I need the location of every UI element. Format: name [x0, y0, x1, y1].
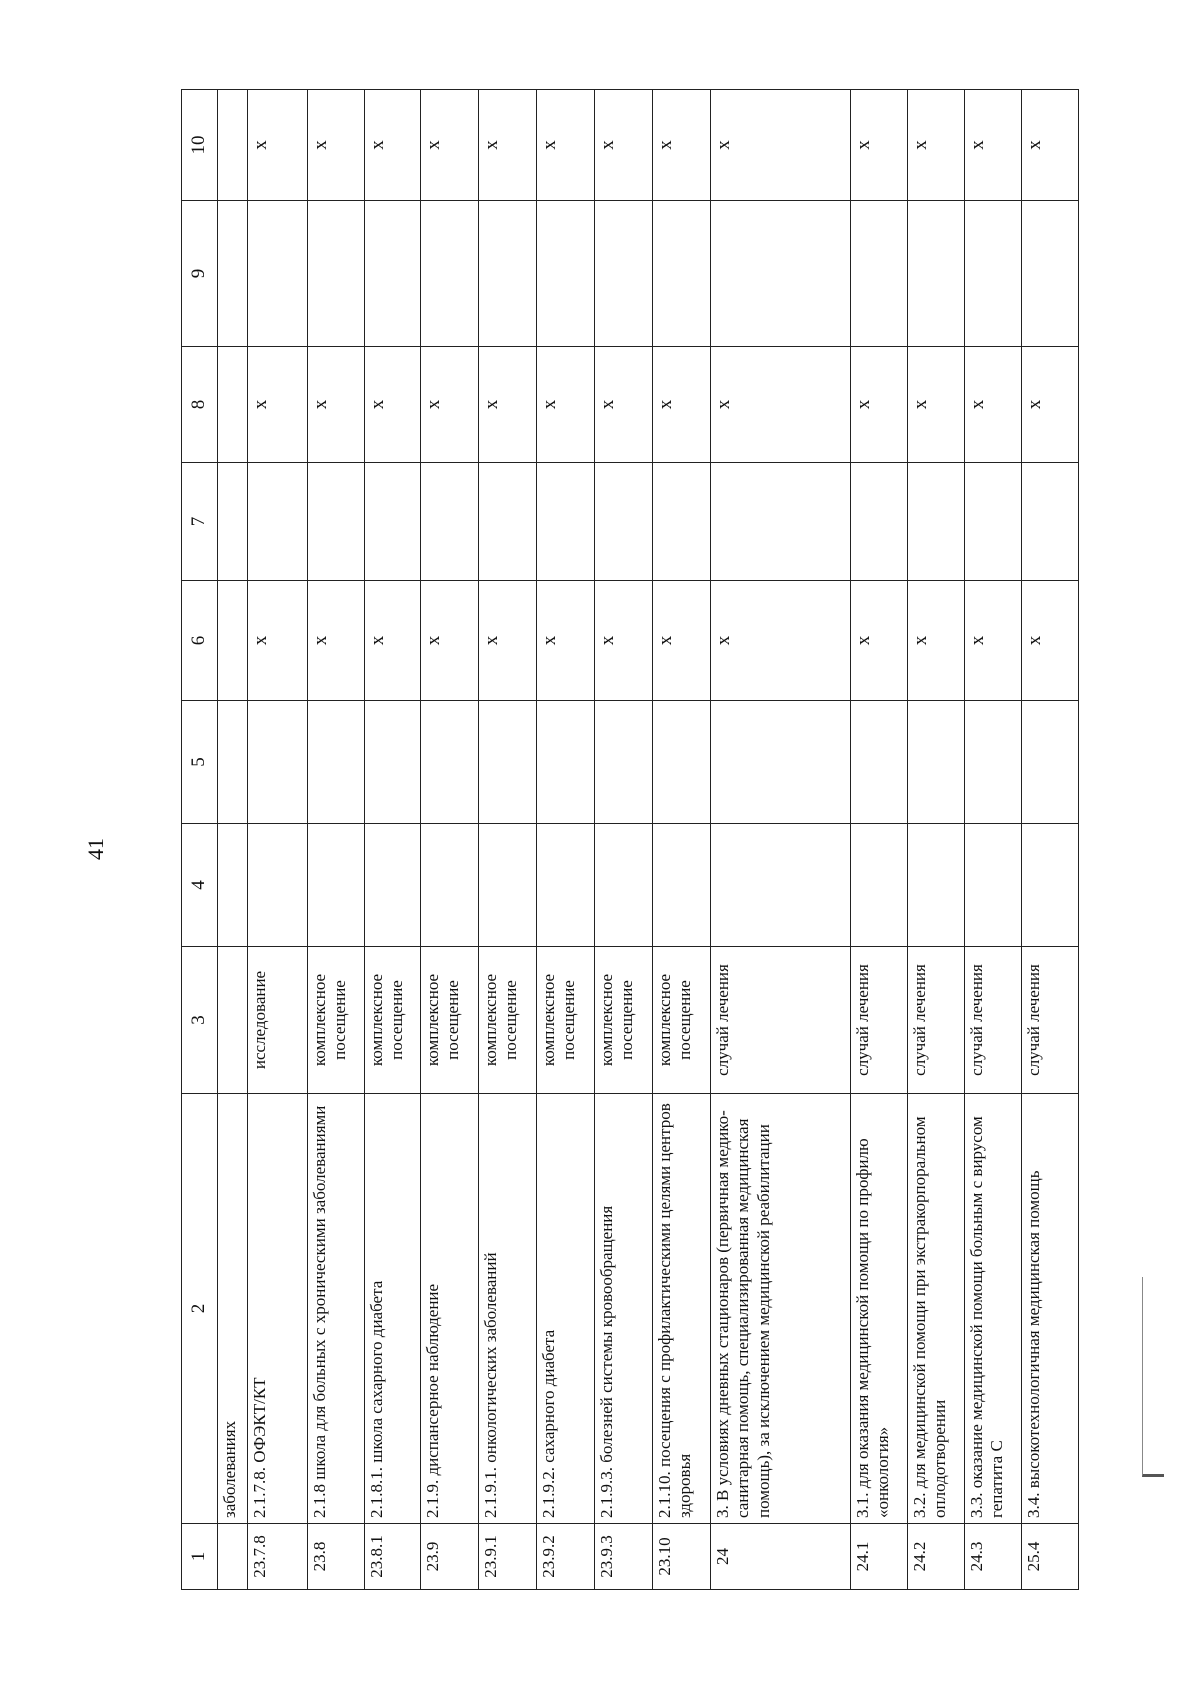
- table-row: [1022, 90, 1079, 1590]
- row-unit: комплексное посещение: [595, 947, 653, 1094]
- row-col6: [218, 581, 248, 701]
- table-header-row: [182, 90, 218, 1590]
- row-col5: [711, 701, 851, 824]
- row-unit: [218, 947, 248, 1094]
- table-row: [537, 90, 595, 1590]
- row-name: 2.1.7.8. ОФЭКТ/КТ: [248, 1094, 308, 1524]
- col-header-2: 2: [182, 1094, 218, 1524]
- row-unit: комплексное посещение: [537, 947, 595, 1094]
- row-col7: [365, 463, 421, 581]
- row-col9: [851, 201, 908, 347]
- row-col4: [308, 824, 365, 947]
- row-col5: [908, 701, 965, 824]
- table-row: [365, 90, 421, 1590]
- row-col4: [851, 824, 908, 947]
- row-col4: [218, 824, 248, 947]
- row-col5: [653, 701, 711, 824]
- row-name: 2.1.9. диспансерное наблюдение: [421, 1094, 479, 1524]
- col-header-5: 5: [182, 701, 218, 824]
- row-col7: [595, 463, 653, 581]
- row-number: 23.10: [653, 1524, 711, 1590]
- row-col4: [965, 824, 1022, 947]
- row-col8: х: [965, 347, 1022, 463]
- row-unit: комплексное посещение: [365, 947, 421, 1094]
- row-col9: [248, 201, 308, 347]
- col-header-9: 9: [182, 201, 218, 347]
- row-col10: х: [365, 90, 421, 201]
- row-name: 3.3. оказание медицинской помощи больным с вирусом гепатита С: [965, 1094, 1022, 1524]
- col-header-4: 4: [182, 824, 218, 947]
- row-name: 2.1.8.1. школа сахарного диабета: [365, 1094, 421, 1524]
- row-name: 2.1.9.3. болезней системы кровообращения: [595, 1094, 653, 1524]
- rotated-table-wrapper: [181, 90, 1081, 1590]
- row-col10: х: [595, 90, 653, 201]
- row-col7: [908, 463, 965, 581]
- row-name: 2.1.9.1. онкологических заболеваний: [479, 1094, 537, 1524]
- row-unit: комплексное посещение: [421, 947, 479, 1094]
- row-col9: [965, 201, 1022, 347]
- row-col8: х: [479, 347, 537, 463]
- row-col8: х: [537, 347, 595, 463]
- row-col5: [218, 701, 248, 824]
- row-number: 23.8: [308, 1524, 365, 1590]
- row-col5: [479, 701, 537, 824]
- row-col6: х: [365, 581, 421, 701]
- row-col9: [653, 201, 711, 347]
- scan-stamp: [1142, 1277, 1164, 1477]
- col-header-8: 8: [182, 347, 218, 463]
- row-number: 23.9.2: [537, 1524, 595, 1590]
- row-number: 23.7.8: [248, 1524, 308, 1590]
- row-name: 2.1.9.2. сахарного диабета: [537, 1094, 595, 1524]
- row-col8: х: [1022, 347, 1079, 463]
- row-col8: х: [421, 347, 479, 463]
- row-col10: х: [421, 90, 479, 201]
- row-number: 24.1: [851, 1524, 908, 1590]
- row-number: 24.3: [965, 1524, 1022, 1590]
- row-col8: х: [711, 347, 851, 463]
- row-col6: х: [908, 581, 965, 701]
- row-col6: х: [479, 581, 537, 701]
- row-unit: комплексное посещение: [308, 947, 365, 1094]
- row-col9: [308, 201, 365, 347]
- page-number: 41: [83, 838, 108, 860]
- row-col9: [218, 201, 248, 347]
- row-col7: [653, 463, 711, 581]
- row-col5: [365, 701, 421, 824]
- row-name: 2.1.8 школа для больных с хроническими заболеваниями: [308, 1094, 365, 1524]
- row-col9: [537, 201, 595, 347]
- row-number: [218, 1524, 248, 1590]
- row-number: 24: [711, 1524, 851, 1590]
- row-col6: х: [851, 581, 908, 701]
- row-col6: х: [653, 581, 711, 701]
- row-name: заболеваниях: [218, 1094, 248, 1524]
- row-col6: х: [1022, 581, 1079, 701]
- row-col5: [595, 701, 653, 824]
- row-col5: [537, 701, 595, 824]
- row-col6: х: [711, 581, 851, 701]
- row-col8: х: [908, 347, 965, 463]
- row-unit: исследование: [248, 947, 308, 1094]
- row-col10: х: [965, 90, 1022, 201]
- row-col10: х: [479, 90, 537, 201]
- table-row: [248, 90, 308, 1590]
- row-col7: [421, 463, 479, 581]
- row-col6: х: [421, 581, 479, 701]
- row-col10: х: [537, 90, 595, 201]
- row-col6: х: [595, 581, 653, 701]
- row-number: 23.9: [421, 1524, 479, 1590]
- col-header-6: 6: [182, 581, 218, 701]
- row-col8: х: [365, 347, 421, 463]
- row-number: 23.9.1: [479, 1524, 537, 1590]
- row-col4: [1022, 824, 1079, 947]
- table-row: [653, 90, 711, 1590]
- table-row: [965, 90, 1022, 1590]
- row-col4: [653, 824, 711, 947]
- row-col4: [248, 824, 308, 947]
- row-col7: [711, 463, 851, 581]
- row-col6: х: [537, 581, 595, 701]
- row-unit: случай лечения: [908, 947, 965, 1094]
- table-row: [711, 90, 851, 1590]
- row-unit: комплексное посещение: [653, 947, 711, 1094]
- table-row: [595, 90, 653, 1590]
- row-col6: х: [308, 581, 365, 701]
- row-col8: х: [595, 347, 653, 463]
- row-col4: [595, 824, 653, 947]
- row-col6: х: [248, 581, 308, 701]
- row-number: 23.8.1: [365, 1524, 421, 1590]
- row-col9: [595, 201, 653, 347]
- row-number: 25.4: [1022, 1524, 1079, 1590]
- row-unit: случай лечения: [1022, 947, 1079, 1094]
- table-row: [851, 90, 908, 1590]
- row-col8: х: [653, 347, 711, 463]
- row-col9: [908, 201, 965, 347]
- row-col7: [248, 463, 308, 581]
- table-row: [421, 90, 479, 1590]
- row-name: 3.4. высокотехнологичная медицинская помощь: [1022, 1094, 1079, 1524]
- row-col9: [479, 201, 537, 347]
- table-row: [479, 90, 537, 1590]
- table-row: [308, 90, 365, 1590]
- row-col5: [248, 701, 308, 824]
- row-unit: случай лечения: [965, 947, 1022, 1094]
- row-col7: [851, 463, 908, 581]
- row-col10: х: [908, 90, 965, 201]
- row-col9: [1022, 201, 1079, 347]
- row-name: 3.1. для оказания медицинской помощи по профилю «онкология»: [851, 1094, 908, 1524]
- row-unit: комплексное посещение: [479, 947, 537, 1094]
- row-col9: [421, 201, 479, 347]
- row-col10: х: [711, 90, 851, 201]
- row-col8: х: [308, 347, 365, 463]
- col-header-3: 3: [182, 947, 218, 1094]
- row-col7: [965, 463, 1022, 581]
- table-body: [218, 90, 1079, 1590]
- data-table: [181, 89, 1079, 1590]
- col-header-10: 10: [182, 90, 218, 201]
- row-col5: [965, 701, 1022, 824]
- row-col8: х: [248, 347, 308, 463]
- row-name: 3. В условиях дневных стационаров (первичная медико-санитарная помощь, специализированная медицинская помощь), за исключением медицинской реабилитации: [711, 1094, 851, 1524]
- row-name: 2.1.10. посещения с профилактическими целями центров здоровья: [653, 1094, 711, 1524]
- row-name: 3.2. для медицинской помощи при экстракорпоральном оплодотворении: [908, 1094, 965, 1524]
- row-col8: [218, 347, 248, 463]
- row-col5: [851, 701, 908, 824]
- row-col6: х: [965, 581, 1022, 701]
- row-unit: случай лечения: [851, 947, 908, 1094]
- row-col7: [1022, 463, 1079, 581]
- row-col10: х: [308, 90, 365, 201]
- row-col5: [308, 701, 365, 824]
- table-row: [908, 90, 965, 1590]
- row-col4: [537, 824, 595, 947]
- row-unit: случай лечения: [711, 947, 851, 1094]
- row-col4: [479, 824, 537, 947]
- table-row: [218, 90, 248, 1590]
- row-col10: х: [1022, 90, 1079, 201]
- row-col4: [908, 824, 965, 947]
- row-col4: [421, 824, 479, 947]
- row-col7: [218, 463, 248, 581]
- row-col5: [1022, 701, 1079, 824]
- row-col9: [365, 201, 421, 347]
- col-header-1: 1: [182, 1524, 218, 1590]
- row-col7: [537, 463, 595, 581]
- row-col10: х: [851, 90, 908, 201]
- row-col9: [711, 201, 851, 347]
- row-col4: [711, 824, 851, 947]
- row-col5: [421, 701, 479, 824]
- row-col10: х: [653, 90, 711, 201]
- row-col7: [479, 463, 537, 581]
- col-header-7: 7: [182, 463, 218, 581]
- row-col10: [218, 90, 248, 201]
- row-col4: [365, 824, 421, 947]
- row-col8: х: [851, 347, 908, 463]
- row-col10: х: [248, 90, 308, 201]
- row-number: 24.2: [908, 1524, 965, 1590]
- row-col7: [308, 463, 365, 581]
- row-number: 23.9.3: [595, 1524, 653, 1590]
